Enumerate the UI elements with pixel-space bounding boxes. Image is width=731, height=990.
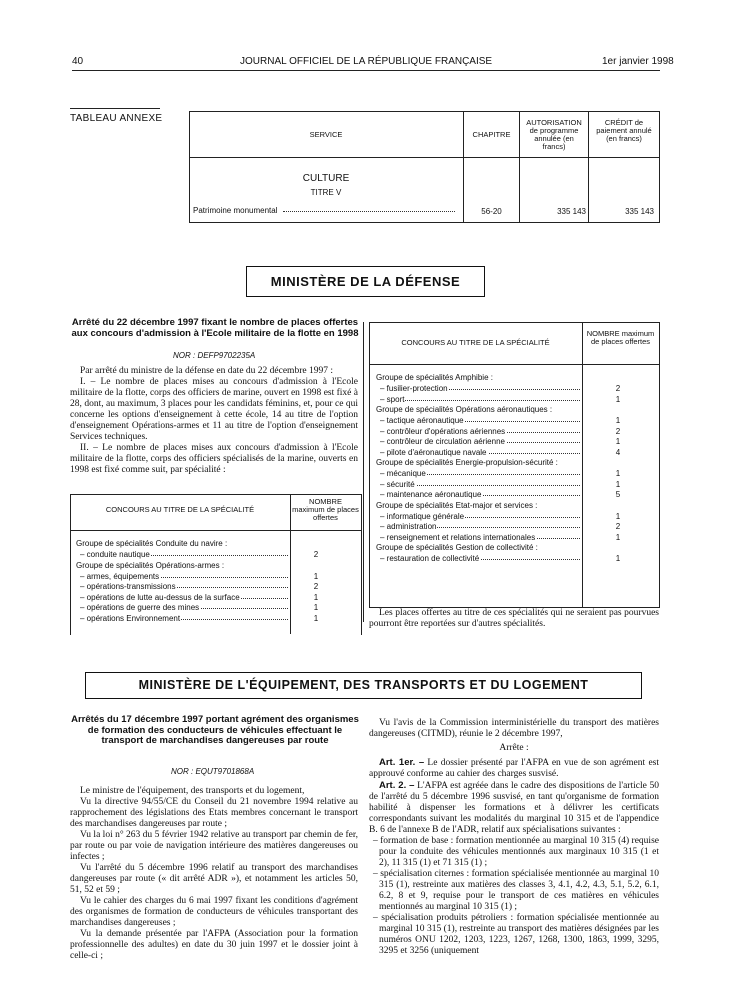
annex-label-rule bbox=[70, 108, 160, 109]
col-credit: CRÉDIT de paiement annulé (en francs) bbox=[596, 118, 652, 143]
specialty-label: – opérations de lutte au-dessus de la surface bbox=[80, 592, 240, 602]
defense-nor: NOR : DEFP9702235A bbox=[173, 351, 256, 360]
specialisation-item: – spécialisation produits pétroliers : formation spécialisée mentionnée au marginal 10 315 (1), restreinte au transport des matières désignées par les numéros ONU 1202, 1203, 1223, 1267, 1268, 1300, 1863, 1999, 3295, 3295 et 3256 (uniquement bbox=[373, 913, 659, 956]
specialty-row bbox=[80, 549, 288, 560]
specialty-label: – sport bbox=[380, 394, 405, 404]
specialty-label: – opérations Environnement bbox=[80, 613, 181, 623]
specialty-label: – informatique générale bbox=[380, 511, 465, 521]
equipement-arrete-title: Arrêtés du 17 décembre 1997 portant agrément des organismes de formation des conducteurs de véhicules effectuant le transport de marchandises dangereuses par route bbox=[71, 714, 359, 746]
right-table-col-concours: CONCOURS AU TITRE DE LA SPÉCIALITÉ bbox=[401, 338, 550, 347]
column-divider bbox=[363, 322, 364, 622]
col-autorisation: AUTORISATION de programme annulée (en francs) bbox=[526, 118, 582, 151]
page-number: 40 bbox=[72, 56, 84, 67]
visa-paragraph: Vu la loi n° 263 du 5 février 1942 relative au transport par chemin de fer, par route ou par voie de navigation intérieure des matières dangereuses ou infectes ; bbox=[70, 830, 358, 862]
ministry-heading-equipement: MINISTÈRE DE L'ÉQUIPEMENT, DES TRANSPORTS ET DU LOGEMENT bbox=[85, 672, 642, 699]
specialty-row bbox=[380, 489, 580, 500]
visa-paragraph: Vu la demande présentée par l'AFPA (Association pour la formation professionnelle des adultes) en date du 30 juin 1997 et le dossier joint à celle-ci ; bbox=[70, 929, 358, 961]
specialty-places: 2 bbox=[313, 582, 319, 591]
issue-date: 1er janvier 1998 bbox=[602, 56, 674, 67]
defense-body bbox=[70, 366, 358, 476]
specialty-places: 2 bbox=[313, 550, 319, 559]
defense-paragraph-3: II. – Le nombre de places mises aux concours d'admission à l'Ecole militaire de la flotte, corps des officiers spécialisés de la marine, ouverts en 1998 est fixé comme suit, par spécialité : bbox=[70, 443, 358, 475]
specialty-row bbox=[380, 415, 580, 426]
specialty-row bbox=[380, 468, 580, 479]
specialty-places: 1 bbox=[615, 437, 621, 446]
specialty-places: 1 bbox=[615, 532, 621, 542]
col-chapitre: CHAPITRE bbox=[472, 130, 511, 139]
specialty-row bbox=[80, 613, 288, 624]
specialty-group: Groupe de spécialités Amphibie : bbox=[376, 373, 493, 382]
specialty-group: Groupe de spécialités Opérations-armes : bbox=[76, 560, 225, 570]
specialty-places: 5 bbox=[615, 490, 621, 499]
journal-title: JOURNAL OFFICIEL DE LA RÉPUBLIQUE FRANÇAISE bbox=[240, 56, 493, 67]
specialty-label: – mécanique bbox=[380, 469, 426, 478]
article-2 bbox=[369, 780, 659, 836]
equipement-visas bbox=[70, 786, 358, 962]
specialty-places: 2 bbox=[615, 426, 621, 436]
specialty-label: – maintenance aéronautique bbox=[380, 490, 482, 499]
article-2-label: Art. 2. – bbox=[379, 780, 415, 791]
specialty-row bbox=[380, 426, 580, 437]
defense-paragraph-1: Par arrêté du ministre de la défense en date du 22 décembre 1997 : bbox=[80, 366, 333, 376]
specialty-group: Groupe de spécialités Energie-propulsion-sécurité : bbox=[376, 458, 558, 467]
dot-leader bbox=[380, 394, 580, 401]
specialisation-list bbox=[369, 836, 659, 957]
specialty-places: 1 bbox=[615, 479, 621, 489]
equipement-avis: Vu l'avis de la Commission interministérielle du transport des matières dangereuses (CITMD), réunie le 2 décembre 1997, bbox=[369, 718, 659, 739]
specialty-row bbox=[380, 394, 580, 405]
specialty-row bbox=[380, 553, 580, 564]
visa-paragraph: Vu la directive 94/55/CE du Conseil du 21 novembre 1994 relative au rapprochement des législations des Etats membres concernant le transport des marchandises dangereuses par route ; bbox=[70, 797, 358, 829]
specialty-label: – contrôleur de circulation aérienne bbox=[380, 437, 505, 446]
annex-label: TABLEAU ANNEXE bbox=[70, 113, 163, 124]
ministry-heading-defense: MINISTÈRE DE LA DÉFENSE bbox=[246, 266, 485, 297]
specialty-places: 4 bbox=[615, 447, 621, 457]
article-1 bbox=[369, 757, 659, 780]
specialisation-item: – spécialisation citernes : formation spécialisée mentionnée au marginal 10 315 (1), restreinte aux matières des classes 3, 4.1, 4.2, 4.3, 5.1, 5.2, 6.1, 6.2, 8 et 9, requise pour le transport de ces matières en véhicules mentionnés au marginal 10 315 (1) ; bbox=[373, 869, 659, 912]
annex-subsection: TITRE V bbox=[310, 188, 342, 197]
annex-row-chapitre: 56-20 bbox=[481, 207, 502, 216]
specialty-row bbox=[80, 581, 288, 592]
specialty-row bbox=[380, 436, 580, 447]
specialty-row bbox=[80, 592, 288, 603]
visa-paragraph: Le ministre de l'équipement, des transports et du logement, bbox=[80, 786, 305, 796]
specialty-label: – administration bbox=[380, 522, 437, 531]
left-table-col-nombre: NOMBRE maximum de places offertes bbox=[292, 497, 359, 522]
specialty-label: – conduite nautique bbox=[80, 550, 150, 559]
visa-paragraph: Vu le cahier des charges du 6 mai 1997 fixant les conditions d'agrément des organismes de formation de conducteurs de véhicules transportant des marchandises dangereuses ; bbox=[70, 896, 358, 928]
specialty-row bbox=[380, 532, 580, 543]
specialty-label: – sécurité bbox=[380, 479, 415, 489]
equipement-nor: NOR : EQUT9701868A bbox=[171, 767, 255, 776]
specialty-places: 1 bbox=[615, 511, 621, 521]
article-2-text: L'AFPA est agréée dans le cadre des dispositions de l'article 50 de l'arrêté du 5 décembre 1996 susvisé, en tant qu'organisme de formation habilité à dispenser les formations et à délivrer les certificats correspondants suivant les modalités du marginal 10 315 et de l'appendice B. 6 de l'annexe B de l'ADR, relatif aux spécialisations suivantes : bbox=[369, 781, 659, 835]
article-1-text: Le dossier présenté par l'AFPA en vue de son agrément est approuvé conforme au cahier des charges susvisé. bbox=[369, 758, 659, 779]
specialty-places: 1 bbox=[615, 554, 621, 563]
specialisation-item: – formation de base : formation mentionnée au marginal 10 315 (4) requise pour la conduite des véhicules mentionnés aux marginaux 10 315 (1 et 2), 11 315 (1) et 71 315 (1) ; bbox=[373, 836, 659, 868]
specialty-label: – restauration de collectivité bbox=[380, 554, 480, 563]
specialty-group: Groupe de spécialités Gestion de collectivité : bbox=[376, 543, 538, 552]
defense-paragraph-2: I. – Le nombre de places mises au concours d'admission à l'Ecole militaire de la flotte, corps des officiers de marine, ouvert en 1998 est fixé à 28, dont, au maximum, 3 places pour les candidats féminins, et, pour ce qui concerne les options d'enseignement à cette école, 14 au titre de l'option d'enseignement Opérations-armes et 11 au titre de l'option d'enseignement Services techniques. bbox=[70, 377, 358, 442]
defense-closing: Les places offertes au titre de ces spécialités qui ne seraient pas pourvues pourront être reportées sur d'autres spécialités. bbox=[369, 608, 659, 629]
specialty-row bbox=[380, 479, 580, 490]
specialty-row bbox=[380, 511, 580, 522]
article-1-label: Art. 1er. – bbox=[379, 757, 425, 768]
equipement-arrete: Arrête : bbox=[499, 743, 529, 753]
specialty-row bbox=[80, 571, 288, 582]
specialty-label: – renseignement et relations internationales bbox=[380, 532, 536, 542]
specialty-row bbox=[380, 521, 580, 532]
col-service: SERVICE bbox=[309, 130, 343, 139]
specialty-places: 1 bbox=[313, 613, 319, 623]
specialty-row bbox=[380, 447, 580, 458]
header-rule bbox=[72, 70, 660, 71]
visa-paragraph: Vu l'arrêté du 5 décembre 1996 relatif au transport des marchandises dangereuses par route (« dit arrêté ADR »), et notamment les articles 50, 51, 52 et 59 ; bbox=[70, 863, 358, 895]
specialty-row bbox=[380, 383, 580, 394]
specialty-label: – armes, équipements bbox=[80, 571, 160, 581]
specialty-places: 2 bbox=[615, 522, 621, 531]
specialty-group: Groupe de spécialités Conduite du navire : bbox=[76, 539, 228, 548]
left-table-col-concours: CONCOURS AU TITRE DE LA SPÉCIALITÉ bbox=[105, 505, 255, 514]
specialty-label: – opérations-transmissions bbox=[80, 582, 176, 591]
specialty-group: Groupe de spécialités Opérations aéronautiques : bbox=[376, 405, 553, 414]
specialty-places: 1 bbox=[313, 603, 319, 612]
specialty-label: – opérations de guerre des mines bbox=[80, 603, 200, 612]
annex-row-autorisation: 335 143 bbox=[557, 207, 586, 216]
specialty-label: – contrôleur d'opérations aériennes bbox=[380, 426, 506, 436]
annex-section: CULTURE bbox=[302, 173, 350, 184]
annex-row-label: Patrimoine monumental bbox=[193, 205, 459, 216]
specialty-group: Groupe de spécialités Etat-major et services : bbox=[376, 500, 538, 510]
specialty-label: – pilote d'aéronautique navale bbox=[380, 447, 487, 457]
specialty-places: 1 bbox=[615, 469, 621, 478]
annex-row-credit: 335 143 bbox=[625, 207, 654, 216]
equipement-articles bbox=[369, 718, 659, 957]
specialty-label: – tactique aéronautique bbox=[380, 416, 464, 425]
specialty-label: – fusilier-protection bbox=[380, 384, 448, 393]
specialty-places: 1 bbox=[313, 592, 319, 602]
defense-arrete-title: Arrêté du 22 décembre 1997 fixant le nombre de places offertes aux concours d'admission à l'Ecole militaire de la flotte en 1998 bbox=[71, 317, 359, 339]
specialty-places: 1 bbox=[615, 394, 621, 404]
specialty-places: 1 bbox=[615, 416, 621, 425]
specialty-places: 2 bbox=[615, 384, 621, 393]
right-table-col-nombre: NOMBRE maximum de places offertes bbox=[586, 329, 655, 346]
specialty-row bbox=[80, 602, 288, 613]
specialty-places: 1 bbox=[313, 571, 319, 581]
